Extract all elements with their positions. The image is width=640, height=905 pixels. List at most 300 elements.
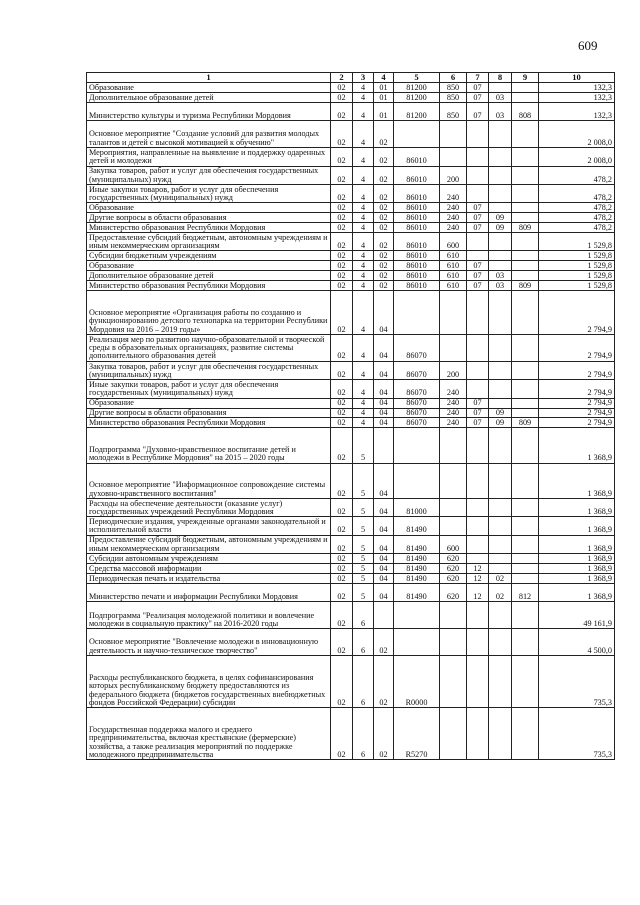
row-name-cell: Закупка товаров, работ и услуг для обеспечения государственных (муниципальных) нужд xyxy=(87,166,331,184)
amount-cell: 1 368,9 xyxy=(539,584,615,602)
razdel-code-cell: 02 xyxy=(331,517,353,535)
amount-cell: 1 368,9 xyxy=(539,499,615,517)
razdel-code-cell: 02 xyxy=(331,281,353,291)
expense-type-cell: 610 xyxy=(440,271,467,281)
subsection-code-cell xyxy=(489,535,512,553)
direction-code-cell: 81200 xyxy=(394,102,440,120)
subsection-code-cell xyxy=(489,517,512,535)
table-row xyxy=(87,408,615,418)
row-name-cell: Подпрограмма "Духовно-нравственное воспитание детей и молодежи в Республике Мордовия" на 2015 – 2020 годы xyxy=(87,428,331,463)
section-code-cell: 12 xyxy=(467,564,489,574)
header-cell: 4 xyxy=(374,73,394,83)
ministry-code-cell xyxy=(512,554,539,564)
subprogram-code-cell: 4 xyxy=(353,166,374,184)
subprogram-code-cell: 5 xyxy=(353,463,374,498)
header-cell: 1 xyxy=(87,73,331,83)
subsection-code-cell: 03 xyxy=(489,281,512,291)
ministry-code-cell xyxy=(512,656,539,708)
razdel-code-cell: 02 xyxy=(331,499,353,517)
row-name-cell: Иные закупки товаров, работ и услуг для обеспечения государственных (муниципальных) нужд xyxy=(87,184,331,202)
ministry-code-cell: 809 xyxy=(512,223,539,233)
section-code-cell xyxy=(467,463,489,498)
razdel-code-cell: 02 xyxy=(331,102,353,120)
razdel-code-cell: 02 xyxy=(331,656,353,708)
section-code-cell xyxy=(467,291,489,335)
ministry-code-cell xyxy=(512,517,539,535)
expense-type-cell: 240 xyxy=(440,418,467,428)
subprogram-code-cell: 4 xyxy=(353,271,374,281)
razdel-code-cell: 02 xyxy=(331,121,353,148)
event-code-cell: 02 xyxy=(374,213,394,223)
row-name-cell: Основное мероприятие "Вовлечение молодежи в инновационную деятельность и научно-техническое творчество" xyxy=(87,629,331,656)
budget-table xyxy=(86,72,615,760)
subprogram-code-cell: 4 xyxy=(353,223,374,233)
direction-code-cell: R0000 xyxy=(394,656,440,708)
event-code-cell: 01 xyxy=(374,102,394,120)
ministry-code-cell xyxy=(512,271,539,281)
row-name-cell: Предоставление субсидий бюджетным, автономным учреждениям и иным некоммерческим организациям xyxy=(87,233,331,251)
amount-cell: 2 794,9 xyxy=(539,418,615,428)
row-name-cell: Образование xyxy=(87,203,331,213)
amount-cell: 49 161,9 xyxy=(539,602,615,629)
amount-cell: 2 008,0 xyxy=(539,121,615,148)
section-code-cell: 07 xyxy=(467,418,489,428)
table-row xyxy=(87,428,615,463)
table-row xyxy=(87,517,615,535)
section-code-cell xyxy=(467,148,489,166)
expense-type-cell xyxy=(440,517,467,535)
expense-type-cell xyxy=(440,428,467,463)
row-name-cell: Подпрограмма "Реализация молодежной политики и вовлечение молодежи в социальную практику" на 2016-2020 годы xyxy=(87,602,331,629)
subprogram-code-cell: 6 xyxy=(353,708,374,760)
subsection-code-cell xyxy=(489,708,512,760)
subprogram-code-cell: 4 xyxy=(353,380,374,398)
ministry-code-cell xyxy=(512,203,539,213)
table-row xyxy=(87,121,615,148)
razdel-code-cell: 02 xyxy=(331,271,353,281)
section-code-cell xyxy=(467,428,489,463)
ministry-code-cell xyxy=(512,428,539,463)
amount-cell: 2 008,0 xyxy=(539,148,615,166)
table-row xyxy=(87,102,615,120)
table-row xyxy=(87,361,615,379)
event-code-cell: 02 xyxy=(374,184,394,202)
table-header xyxy=(87,73,615,83)
event-code-cell: 02 xyxy=(374,203,394,213)
razdel-code-cell: 02 xyxy=(331,428,353,463)
section-code-cell xyxy=(467,708,489,760)
row-name-cell: Основное мероприятие "Создание условий для развития молодых талантов и детей с высокой мотивацией к обучению" xyxy=(87,121,331,148)
ministry-code-cell xyxy=(512,92,539,102)
ministry-code-cell xyxy=(512,121,539,148)
row-name-cell: Министерство культуры и туризма Республики Мордовия xyxy=(87,102,331,120)
event-code-cell: 04 xyxy=(374,361,394,379)
table-row xyxy=(87,398,615,408)
expense-type-cell: 240 xyxy=(440,184,467,202)
razdel-code-cell: 02 xyxy=(331,398,353,408)
section-code-cell xyxy=(467,233,489,251)
row-name-cell: Основное мероприятие "Информационное сопровождение системы духовно-нравственного воспитания" xyxy=(87,463,331,498)
direction-code-cell: R5270 xyxy=(394,708,440,760)
subprogram-code-cell: 4 xyxy=(353,233,374,251)
direction-code-cell: 86010 xyxy=(394,281,440,291)
subsection-code-cell: 02 xyxy=(489,584,512,602)
subprogram-code-cell: 6 xyxy=(353,602,374,629)
subsection-code-cell xyxy=(489,83,512,93)
subprogram-code-cell: 4 xyxy=(353,184,374,202)
expense-type-cell xyxy=(440,148,467,166)
razdel-code-cell: 02 xyxy=(331,203,353,213)
event-code-cell: 04 xyxy=(374,554,394,564)
table-row xyxy=(87,92,615,102)
subsection-code-cell: 09 xyxy=(489,418,512,428)
amount-cell: 4 500,0 xyxy=(539,629,615,656)
table-row xyxy=(87,184,615,202)
subsection-code-cell xyxy=(489,629,512,656)
ministry-code-cell: 809 xyxy=(512,281,539,291)
subsection-code-cell xyxy=(489,148,512,166)
row-name-cell: Министерство образования Республики Мордовия xyxy=(87,418,331,428)
direction-code-cell: 86010 xyxy=(394,213,440,223)
ministry-code-cell: 812 xyxy=(512,584,539,602)
event-code-cell: 04 xyxy=(374,499,394,517)
direction-code-cell xyxy=(394,121,440,148)
direction-code-cell: 86010 xyxy=(394,166,440,184)
table-row xyxy=(87,380,615,398)
table-body xyxy=(87,83,615,760)
section-code-cell xyxy=(467,602,489,629)
amount-cell: 1 368,9 xyxy=(539,428,615,463)
expense-type-cell xyxy=(440,463,467,498)
expense-type-cell xyxy=(440,656,467,708)
direction-code-cell: 86070 xyxy=(394,418,440,428)
section-code-cell xyxy=(467,334,489,361)
ministry-code-cell xyxy=(512,291,539,335)
amount-cell: 2 794,9 xyxy=(539,380,615,398)
razdel-code-cell: 02 xyxy=(331,334,353,361)
subsection-code-cell xyxy=(489,251,512,261)
subsection-code-cell: 03 xyxy=(489,102,512,120)
table-row xyxy=(87,708,615,760)
razdel-code-cell: 02 xyxy=(331,92,353,102)
row-name-cell: Основное мероприятие «Организация работы по созданию и функционированию детского технопарка на территории Республики Мордовия на 2016 – 2019 годы» xyxy=(87,291,331,335)
direction-code-cell: 86070 xyxy=(394,408,440,418)
subprogram-code-cell: 4 xyxy=(353,261,374,271)
direction-code-cell: 86010 xyxy=(394,233,440,251)
ministry-code-cell xyxy=(512,261,539,271)
razdel-code-cell: 02 xyxy=(331,408,353,418)
row-name-cell: Государственная поддержка малого и среднего предпринимательства, включая крестьянские (фермерские) хозяйства, а также реализация мероприятий по поддержке молодежного предпринимательства xyxy=(87,708,331,760)
subprogram-code-cell: 5 xyxy=(353,554,374,564)
expense-type-cell: 610 xyxy=(440,281,467,291)
section-code-cell xyxy=(467,554,489,564)
expense-type-cell: 850 xyxy=(440,102,467,120)
direction-code-cell xyxy=(394,463,440,498)
direction-code-cell: 81200 xyxy=(394,83,440,93)
event-code-cell: 02 xyxy=(374,148,394,166)
expense-type-cell: 240 xyxy=(440,398,467,408)
razdel-code-cell: 02 xyxy=(331,554,353,564)
subsection-code-cell xyxy=(489,656,512,708)
direction-code-cell xyxy=(394,602,440,629)
subprogram-code-cell: 4 xyxy=(353,334,374,361)
subsection-code-cell xyxy=(489,166,512,184)
ministry-code-cell: 809 xyxy=(512,418,539,428)
header-cell: 9 xyxy=(512,73,539,83)
event-code-cell: 02 xyxy=(374,261,394,271)
row-name-cell: Министерство образования Республики Мордовия xyxy=(87,281,331,291)
direction-code-cell: 86070 xyxy=(394,398,440,408)
direction-code-cell xyxy=(394,629,440,656)
amount-cell: 478,2 xyxy=(539,213,615,223)
ministry-code-cell xyxy=(512,574,539,584)
direction-code-cell: 81000 xyxy=(394,499,440,517)
expense-type-cell xyxy=(440,629,467,656)
razdel-code-cell: 02 xyxy=(331,83,353,93)
subprogram-code-cell: 4 xyxy=(353,398,374,408)
razdel-code-cell: 02 xyxy=(331,251,353,261)
section-code-cell xyxy=(467,361,489,379)
ministry-code-cell xyxy=(512,361,539,379)
table-row xyxy=(87,271,615,281)
subprogram-code-cell: 6 xyxy=(353,629,374,656)
event-code-cell: 04 xyxy=(374,380,394,398)
table-row xyxy=(87,203,615,213)
ministry-code-cell: 808 xyxy=(512,102,539,120)
ministry-code-cell xyxy=(512,184,539,202)
row-name-cell: Другие вопросы в области образования xyxy=(87,213,331,223)
row-name-cell: Министерство образования Республики Мордовия xyxy=(87,223,331,233)
ministry-code-cell xyxy=(512,334,539,361)
ministry-code-cell xyxy=(512,166,539,184)
direction-code-cell: 86070 xyxy=(394,361,440,379)
subprogram-code-cell: 4 xyxy=(353,291,374,335)
section-code-cell xyxy=(467,517,489,535)
ministry-code-cell xyxy=(512,463,539,498)
event-code-cell: 04 xyxy=(374,574,394,584)
subsection-code-cell xyxy=(489,564,512,574)
expense-type-cell: 240 xyxy=(440,213,467,223)
subprogram-code-cell: 4 xyxy=(353,203,374,213)
row-name-cell: Мероприятия, направленные на выявление и поддержку одаренных детей и молодежи xyxy=(87,148,331,166)
table-row xyxy=(87,584,615,602)
row-name-cell: Дополнительное образование детей xyxy=(87,271,331,281)
event-code-cell: 04 xyxy=(374,584,394,602)
direction-code-cell: 86010 xyxy=(394,223,440,233)
row-name-cell: Министерство печати и информации Республики Мордовия xyxy=(87,584,331,602)
ministry-code-cell xyxy=(512,398,539,408)
direction-code-cell: 86070 xyxy=(394,334,440,361)
event-code-cell: 04 xyxy=(374,535,394,553)
subprogram-code-cell: 4 xyxy=(353,418,374,428)
subsection-code-cell: 09 xyxy=(489,223,512,233)
row-name-cell: Средства массовой информации xyxy=(87,564,331,574)
razdel-code-cell: 02 xyxy=(331,261,353,271)
subprogram-code-cell: 4 xyxy=(353,92,374,102)
section-code-cell xyxy=(467,499,489,517)
amount-cell: 1 529,8 xyxy=(539,233,615,251)
direction-code-cell: 86010 xyxy=(394,261,440,271)
table-row xyxy=(87,223,615,233)
expense-type-cell: 610 xyxy=(440,251,467,261)
amount-cell: 132,3 xyxy=(539,83,615,93)
subsection-code-cell xyxy=(489,203,512,213)
event-code-cell: 02 xyxy=(374,656,394,708)
event-code-cell xyxy=(374,602,394,629)
table-row xyxy=(87,418,615,428)
ministry-code-cell xyxy=(512,148,539,166)
direction-code-cell: 86010 xyxy=(394,148,440,166)
expense-type-cell: 850 xyxy=(440,92,467,102)
subprogram-code-cell: 4 xyxy=(353,361,374,379)
amount-cell: 2 794,9 xyxy=(539,334,615,361)
event-code-cell: 04 xyxy=(374,463,394,498)
expense-type-cell: 240 xyxy=(440,408,467,418)
ministry-code-cell xyxy=(512,233,539,251)
ministry-code-cell xyxy=(512,564,539,574)
subsection-code-cell xyxy=(489,428,512,463)
section-code-cell xyxy=(467,166,489,184)
table-row xyxy=(87,213,615,223)
table-row xyxy=(87,629,615,656)
direction-code-cell: 86010 xyxy=(394,251,440,261)
table-row xyxy=(87,554,615,564)
table-row xyxy=(87,499,615,517)
subprogram-code-cell: 4 xyxy=(353,213,374,223)
amount-cell: 132,3 xyxy=(539,102,615,120)
expense-type-cell: 620 xyxy=(440,564,467,574)
table-row xyxy=(87,334,615,361)
razdel-code-cell: 02 xyxy=(331,584,353,602)
expense-type-cell xyxy=(440,499,467,517)
subprogram-code-cell: 5 xyxy=(353,564,374,574)
section-code-cell: 07 xyxy=(467,203,489,213)
section-code-cell xyxy=(467,184,489,202)
amount-cell: 1 368,9 xyxy=(539,517,615,535)
amount-cell: 1 368,9 xyxy=(539,535,615,553)
ministry-code-cell xyxy=(512,499,539,517)
section-code-cell xyxy=(467,380,489,398)
direction-code-cell xyxy=(394,291,440,335)
table-row xyxy=(87,291,615,335)
table-row xyxy=(87,602,615,629)
header-cell: 2 xyxy=(331,73,353,83)
event-code-cell: 02 xyxy=(374,166,394,184)
table-row xyxy=(87,574,615,584)
amount-cell: 1 368,9 xyxy=(539,463,615,498)
razdel-code-cell: 02 xyxy=(331,184,353,202)
subsection-code-cell xyxy=(489,499,512,517)
table-row xyxy=(87,166,615,184)
ministry-code-cell xyxy=(512,708,539,760)
section-code-cell: 07 xyxy=(467,213,489,223)
expense-type-cell: 240 xyxy=(440,380,467,398)
direction-code-cell: 81200 xyxy=(394,92,440,102)
event-code-cell: 02 xyxy=(374,271,394,281)
section-code-cell: 07 xyxy=(467,223,489,233)
razdel-code-cell: 02 xyxy=(331,418,353,428)
subprogram-code-cell: 6 xyxy=(353,656,374,708)
direction-code-cell: 81490 xyxy=(394,564,440,574)
expense-type-cell: 600 xyxy=(440,233,467,251)
subsection-code-cell xyxy=(489,334,512,361)
section-code-cell: 07 xyxy=(467,408,489,418)
amount-cell: 2 794,9 xyxy=(539,398,615,408)
expense-type-cell: 240 xyxy=(440,223,467,233)
event-code-cell: 02 xyxy=(374,629,394,656)
page-number: 609 xyxy=(578,38,598,53)
section-code-cell xyxy=(467,251,489,261)
row-name-cell: Иные закупки товаров, работ и услуг для обеспечения государственных (муниципальных) нужд xyxy=(87,380,331,398)
subprogram-code-cell: 5 xyxy=(353,428,374,463)
razdel-code-cell: 02 xyxy=(331,166,353,184)
event-code-cell: 04 xyxy=(374,408,394,418)
razdel-code-cell: 02 xyxy=(331,629,353,656)
event-code-cell: 04 xyxy=(374,564,394,574)
header-cell: 10 xyxy=(539,73,615,83)
row-name-cell: Периодические издания, учрежденные органами законодательной и исполнительной власти xyxy=(87,517,331,535)
amount-cell: 478,2 xyxy=(539,223,615,233)
amount-cell: 2 794,9 xyxy=(539,291,615,335)
direction-code-cell xyxy=(394,428,440,463)
amount-cell: 2 794,9 xyxy=(539,361,615,379)
subsection-code-cell: 09 xyxy=(489,213,512,223)
razdel-code-cell: 02 xyxy=(331,291,353,335)
subprogram-code-cell: 5 xyxy=(353,574,374,584)
razdel-code-cell: 02 xyxy=(331,223,353,233)
section-code-cell xyxy=(467,121,489,148)
subsection-code-cell xyxy=(489,184,512,202)
subprogram-code-cell: 4 xyxy=(353,83,374,93)
razdel-code-cell: 02 xyxy=(331,602,353,629)
section-code-cell: 07 xyxy=(467,92,489,102)
row-name-cell: Субсидии бюджетным учреждениям xyxy=(87,251,331,261)
expense-type-cell: 200 xyxy=(440,166,467,184)
row-name-cell: Предоставление субсидий бюджетным, автономным учреждениям и иным некоммерческим организациям xyxy=(87,535,331,553)
row-name-cell: Образование xyxy=(87,398,331,408)
expense-type-cell: 620 xyxy=(440,554,467,564)
row-name-cell: Образование xyxy=(87,83,331,93)
razdel-code-cell: 02 xyxy=(331,564,353,574)
subsection-code-cell xyxy=(489,398,512,408)
row-name-cell: Закупка товаров, работ и услуг для обеспечения государственных (муниципальных) нужд xyxy=(87,361,331,379)
subsection-code-cell xyxy=(489,602,512,629)
ministry-code-cell xyxy=(512,602,539,629)
amount-cell: 478,2 xyxy=(539,184,615,202)
subprogram-code-cell: 4 xyxy=(353,121,374,148)
razdel-code-cell: 02 xyxy=(331,535,353,553)
razdel-code-cell: 02 xyxy=(331,148,353,166)
row-name-cell: Расходы республиканского бюджета, в целях софинансирования которых республиканскому бюджету предоставляются из федерального бюджета (бюджетов государственных внебюджетных фондов Российской Федерации) субсидии xyxy=(87,656,331,708)
table-row xyxy=(87,463,615,498)
table-row xyxy=(87,233,615,251)
table-row xyxy=(87,564,615,574)
razdel-code-cell: 02 xyxy=(331,213,353,223)
row-name-cell: Дополнительное образование детей xyxy=(87,92,331,102)
subsection-code-cell xyxy=(489,291,512,335)
ministry-code-cell xyxy=(512,629,539,656)
subprogram-code-cell: 4 xyxy=(353,408,374,418)
expense-type-cell: 620 xyxy=(440,584,467,602)
section-code-cell: 07 xyxy=(467,261,489,271)
razdel-code-cell: 02 xyxy=(331,361,353,379)
razdel-code-cell: 02 xyxy=(331,574,353,584)
subprogram-code-cell: 4 xyxy=(353,148,374,166)
subprogram-code-cell: 5 xyxy=(353,499,374,517)
amount-cell: 478,2 xyxy=(539,166,615,184)
expense-type-cell: 610 xyxy=(440,261,467,271)
subsection-code-cell: 03 xyxy=(489,271,512,281)
